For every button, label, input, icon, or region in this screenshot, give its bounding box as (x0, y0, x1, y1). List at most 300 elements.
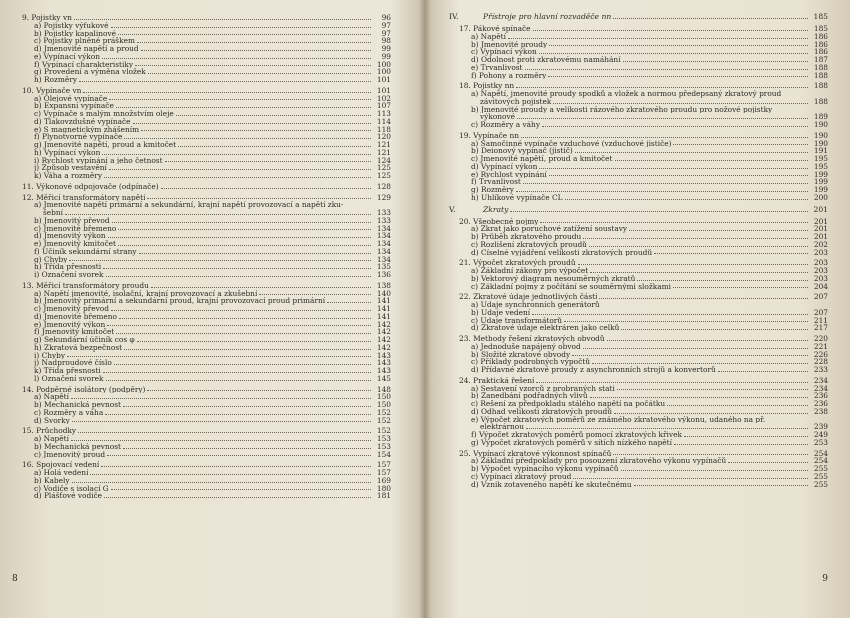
entry-page: 255 (813, 471, 828, 481)
entry-page: 121 (376, 140, 391, 149)
entry-page: 97 (381, 20, 391, 30)
entry-page: 125 (376, 163, 391, 173)
leader-dots (573, 477, 808, 479)
subsection-entry (12, 53, 391, 61)
entry-title: f) Pohony a rozměry (471, 71, 547, 80)
entry-title: g) Chyby (34, 255, 68, 264)
leader-dots (533, 29, 808, 31)
subsection-entry (12, 133, 391, 141)
leader-dots (133, 122, 371, 124)
leader-dots (521, 136, 808, 138)
entry-page: 121 (376, 147, 391, 157)
entry-page: 190 (813, 120, 828, 129)
subsection-entry (12, 149, 391, 157)
subsection-entry (12, 435, 391, 443)
leader-dots (673, 143, 808, 145)
leader-dots (508, 37, 808, 39)
entry-title: k) Váha a rozměry (34, 172, 103, 180)
entry-page: 203 (813, 247, 828, 257)
entry-page: 199 (813, 185, 828, 194)
section-heading (449, 377, 828, 385)
toc-section (12, 14, 391, 84)
entry-page: 100 (376, 59, 391, 69)
entry-title: c) Příklady podrobných výpočtů (471, 358, 590, 366)
leader-dots (539, 52, 808, 54)
entry-title: e) Jmenovitý výkon (34, 320, 106, 329)
entry-page: 143 (376, 366, 391, 375)
leader-dots (65, 213, 371, 215)
entry-title: c) Rozlišení zkratových proudů (471, 240, 587, 249)
entry-title: i) Označení svorek (34, 271, 104, 279)
entry-title: f) Výpočet zkratových poměrů pomocí zkratových křivek (471, 431, 682, 439)
toc-section (12, 282, 391, 383)
subsection-entry (12, 328, 391, 336)
entry-page: 97 (381, 28, 391, 38)
leader-dots (147, 389, 371, 391)
entry-page: 125 (376, 171, 391, 180)
subsection-entry (449, 106, 828, 114)
entry-title: c) Rozměry a váhy (471, 121, 540, 129)
leader-dots (104, 496, 371, 498)
part-page: 201 (813, 204, 828, 214)
entry-title: b) Jmenovité proudy a velikosti rázového zkratového proudu pro nožové pojistky (471, 105, 773, 114)
entry-page: 124 (376, 155, 391, 165)
leader-dots (564, 320, 808, 322)
entry-page: 201 (813, 224, 828, 234)
left-page-number: 8 (12, 574, 18, 584)
leader-dots (516, 190, 808, 192)
subsection-entry (449, 408, 828, 416)
subsection-entry (449, 186, 828, 194)
entry-title: g) Provedení a výměna vložek (34, 68, 146, 76)
leader-dots (151, 286, 371, 288)
entry-title: d) Jmenovité napětí a proud (34, 45, 139, 53)
entry-page: 201 (813, 216, 828, 226)
leader-dots (654, 252, 808, 254)
leader-dots (109, 98, 371, 100)
subsection-entry (12, 232, 391, 240)
leader-dots (525, 68, 808, 70)
entry-title: b) Vektorový diagram nesouměrných zkratů (471, 274, 636, 283)
entry-page: 195 (813, 161, 828, 171)
section-heading (449, 132, 828, 140)
entry-title: a) Napětí jmenovité, isolační, krajní provozovací a zkušební (34, 289, 258, 298)
subsection-entry (449, 155, 828, 163)
leader-dots (119, 317, 371, 319)
entry-title: 20. Všeobecné pojmy (459, 217, 539, 226)
entry-title: c) Vodiče s isolací G (34, 484, 109, 493)
subsection-entry (12, 248, 391, 256)
entry-page: 190 (813, 130, 828, 140)
entry-page: 207 (813, 307, 828, 317)
entry-page: 181 (376, 491, 391, 501)
entry-page: 254 (813, 456, 828, 466)
entry-page: 142 (376, 335, 391, 344)
leader-dots (516, 86, 808, 88)
leader-dots (72, 481, 371, 483)
toc-section (449, 218, 828, 257)
entry-title: a) Napětí (34, 393, 69, 401)
entry-page: 145 (376, 373, 391, 383)
leader-dots (634, 484, 808, 486)
entry-page: 199 (813, 177, 828, 187)
subsection-entry (12, 367, 391, 375)
entry-title: c) Základní pojmy z počítání se souměrnými složkami (471, 282, 671, 291)
subsection-entry (449, 457, 828, 465)
entry-title: b) Průběh zkratového proudu (471, 233, 582, 241)
entry-title: b) Expansní vypínače (34, 102, 114, 110)
subsection-entry (449, 72, 828, 80)
toc-section (449, 377, 828, 447)
entry-page: 153 (376, 441, 391, 451)
entry-page: 133 (376, 208, 391, 217)
leader-dots (526, 427, 808, 429)
entry-title: h) Uhlíkové vypínače CL (471, 193, 563, 202)
entry-title: f) Účiník sekundární strany (34, 247, 137, 256)
toc-section (12, 183, 391, 191)
subsection-entry (449, 465, 828, 473)
leader-dots (106, 379, 371, 381)
entry-page: 152 (376, 415, 391, 425)
leader-dots (728, 461, 808, 463)
entry-title: šební (43, 209, 64, 217)
subsection-entry (12, 45, 391, 53)
leader-dots (78, 431, 371, 433)
toc-section (449, 293, 828, 332)
leader-dots (517, 117, 808, 119)
section-heading (12, 14, 391, 22)
leader-dots (621, 469, 808, 471)
subsection-entry (449, 416, 828, 424)
entry-page: 188 (813, 70, 828, 80)
leader-dots (67, 355, 371, 357)
subsection-entry (12, 30, 391, 38)
section-heading (12, 87, 391, 95)
leader-dots (103, 267, 371, 269)
leader-dots (599, 297, 808, 299)
entry-title: d) Jmenovité břemeno (34, 312, 117, 321)
entry-title: a) Základní zákony pro výpočet (471, 267, 589, 275)
entry-title: e) Rychlost vypínání (471, 170, 547, 179)
leader-dots (549, 44, 808, 46)
subsection-entry (449, 423, 828, 431)
subsection-entry (449, 351, 828, 359)
entry-page: 113 (376, 109, 391, 118)
entry-title: elektrárnou (480, 423, 525, 431)
part-number: IV. (449, 12, 459, 21)
leader-dots (118, 33, 371, 35)
subsection-entry (449, 481, 828, 489)
leader-dots (102, 57, 371, 59)
entry-title: d) Plášťové vodiče (34, 492, 103, 500)
subsection-entry (12, 256, 391, 264)
part-number: V. (449, 204, 456, 214)
entry-page: 138 (376, 280, 391, 290)
entry-page: 201 (813, 232, 828, 241)
entry-page: 141 (376, 296, 391, 306)
entry-page: 249 (813, 430, 828, 439)
entry-title: 23. Methody řešení zkratových obvodů (459, 335, 605, 343)
entry-page: 204 (813, 281, 828, 291)
subsection-entry (12, 313, 391, 321)
leader-dots (69, 259, 371, 261)
leader-dots (106, 275, 371, 277)
subsection-entry (12, 118, 391, 126)
leader-dots (105, 413, 371, 415)
toc-section (12, 427, 391, 458)
subsection-entry (12, 477, 391, 485)
entry-title: b) Pojistky kapalinové (34, 29, 117, 38)
entry-page: 142 (376, 327, 391, 337)
entry-title: d) Přídavné zkratové proudy z asynchronních strojů a konvertorů (471, 366, 716, 374)
entry-title: d) Odhad velikosti zkratových proudů (471, 407, 612, 416)
leader-dots (108, 236, 371, 238)
subsection-entry (449, 48, 828, 56)
right-toc (449, 12, 828, 488)
leader-dots (572, 354, 808, 356)
part-title: Přístroje pro hlavní rozvaděče nn (483, 12, 612, 21)
leader-dots (523, 182, 808, 184)
subsection-entry (449, 147, 828, 155)
subsection-entry (449, 343, 828, 351)
entry-title: a) Napětí (34, 435, 69, 443)
entry-page: 143 (376, 350, 391, 360)
leader-dots (72, 420, 371, 422)
section-heading (449, 218, 828, 226)
entry-title: c) Vypínací výkon (471, 48, 537, 56)
leader-dots (592, 362, 808, 364)
entry-title: b) Kabely (34, 476, 70, 485)
subsection-entry (449, 431, 828, 439)
entry-title: 17. Pákové spínače (459, 25, 531, 33)
entry-page: 134 (376, 246, 391, 256)
subsection-entry (12, 263, 391, 271)
entry-title: c) Údaje transformátorů (471, 316, 563, 325)
leader-dots (147, 197, 371, 199)
leader-dots (90, 473, 371, 475)
subsection-entry (449, 90, 828, 98)
entry-title: 25. Vypínací zkratové výkonnost spínačů (459, 449, 612, 458)
entry-title: a) Samočinné vypínače vzduchové (vzduchové jističe) (471, 139, 672, 148)
section-heading (449, 82, 828, 90)
leader-dots (575, 151, 808, 153)
entry-page: 157 (376, 460, 391, 470)
subsection-entry (12, 37, 391, 45)
entry-title: e) Jmenovitý kmitočet (34, 240, 116, 248)
entry-title: b) Složité zkratové obvody (471, 350, 571, 359)
leader-dots (83, 91, 371, 93)
entry-title: 22. Zkratové údaje jednotlivých částí (459, 293, 598, 301)
entry-page: 187 (813, 55, 828, 64)
entry-title: c) Rozměry a váha (34, 408, 104, 417)
entry-title: a) Napětí (471, 32, 506, 41)
leader-dots (510, 205, 808, 212)
leader-dots (111, 309, 371, 311)
leader-dots (590, 271, 808, 273)
leader-dots (101, 465, 371, 467)
right-page (425, 0, 850, 618)
entry-title: h) Zkratová bezpečnost (34, 343, 123, 352)
entry-page: 136 (376, 270, 391, 279)
entry-page: 133 (376, 215, 391, 225)
entry-page: 134 (376, 254, 391, 264)
leader-dots (327, 301, 371, 303)
subsection-entry (449, 140, 828, 148)
subsection-entry (449, 194, 828, 202)
leader-dots (623, 60, 808, 62)
subsection-entry (449, 301, 828, 309)
entry-page: 134 (376, 239, 391, 248)
entry-title: c) Jmenovitý proud (34, 450, 106, 459)
part-title: Zkraty (483, 204, 509, 214)
subsection-entry (12, 485, 391, 493)
subsection-entry (12, 110, 391, 118)
entry-title: h) Třída přesnosti (34, 263, 102, 271)
subsection-entry (12, 409, 391, 417)
leader-dots (549, 174, 808, 176)
subsection-entry (12, 172, 391, 180)
subsection-entry (449, 267, 828, 275)
subsection-entry (449, 324, 828, 332)
leader-dots (107, 324, 371, 326)
leader-dots (102, 153, 371, 155)
entry-page: 253 (813, 437, 828, 447)
entry-page: 255 (813, 464, 828, 473)
entry-page: 153 (376, 434, 391, 443)
part-heading (449, 205, 828, 214)
entry-title: d) Odolnost proti zkratovému namáhání (471, 56, 621, 64)
leader-dots (176, 114, 371, 116)
entry-page: 101 (376, 75, 391, 84)
entry-title: b) Jmenovité proudy (471, 40, 548, 49)
leader-dots (71, 439, 371, 441)
leader-dots (718, 370, 808, 372)
subsection-entry (449, 33, 828, 41)
section-heading (12, 386, 391, 394)
subsection-entry (12, 290, 391, 298)
leader-dots (615, 159, 808, 161)
leader-dots (259, 293, 371, 295)
entry-page: 186 (813, 47, 828, 57)
subsection-entry (449, 121, 828, 129)
subsection-entry (449, 241, 828, 249)
entry-page: 202 (813, 239, 828, 249)
leader-dots (118, 244, 371, 246)
subsection-entry (449, 473, 828, 481)
subsection-entry (12, 352, 391, 360)
left-toc (12, 14, 391, 500)
entry-page: 211 (813, 315, 828, 325)
section-heading (449, 259, 828, 267)
subsection-entry (12, 157, 391, 165)
entry-page: 217 (813, 323, 828, 333)
entry-title: 9. Pojistky vn (22, 14, 72, 22)
subsection-entry (12, 344, 391, 352)
subsection-entry (449, 317, 828, 325)
leader-dots (614, 412, 808, 414)
entry-page: 157 (376, 468, 391, 477)
entry-title: e) S magnetickým zhášením (34, 125, 140, 134)
subsection-entry (449, 283, 828, 291)
entry-page: 199 (813, 169, 828, 179)
toc-section (449, 259, 828, 290)
section-heading (449, 335, 828, 343)
subsection-entry (449, 56, 828, 64)
entry-page: 185 (813, 24, 828, 33)
subsection-entry (449, 439, 828, 447)
leader-dots (637, 279, 808, 281)
entry-page: 200 (813, 192, 828, 202)
leader-dots (71, 397, 371, 399)
entry-page: 142 (376, 319, 391, 329)
entry-title: j) Nadproudové číslo (34, 359, 112, 367)
subsection-entry (449, 64, 828, 72)
entry-title: c) Jmenovité břemeno (34, 224, 117, 233)
right-page-number: 9 (822, 574, 828, 584)
entry-title: a) Jednoduše napájený obvod (471, 342, 581, 351)
subsection-entry (449, 392, 828, 400)
leader-dots (116, 106, 371, 108)
subsection-entry (449, 366, 828, 374)
subsection-entry (12, 102, 391, 110)
entry-title: i) Rychlost vypínání a jeho četnost (34, 156, 163, 165)
subsection-entry (449, 163, 828, 171)
leader-dots (118, 228, 371, 230)
subsection-entry (449, 275, 828, 283)
leader-dots (621, 328, 808, 330)
leader-dots (629, 229, 808, 231)
entry-page: 203 (813, 273, 828, 283)
leader-dots (673, 286, 808, 288)
subsection-entry (12, 359, 391, 367)
subsection-entry (12, 164, 391, 172)
subsection-entry (12, 451, 391, 459)
leader-dots (124, 348, 371, 350)
entry-page: 134 (376, 223, 391, 233)
toc-section (449, 82, 828, 129)
toc-section (449, 335, 828, 374)
subsection-entry (449, 400, 828, 408)
entry-title: d) Svorky (34, 416, 70, 425)
leader-dots (103, 371, 371, 373)
entry-page: 180 (376, 483, 391, 493)
entry-page: 203 (813, 266, 828, 275)
entry-title: 18. Pojistky nn (459, 82, 515, 90)
entry-title: d) Tlakovzdušné vypínače (34, 117, 131, 126)
entry-title: g) Výpočet zkratových poměrů v sítích nízkého napětí (471, 438, 673, 447)
subsection-entry (12, 209, 391, 217)
entry-page: 99 (381, 44, 391, 53)
subsection-entry (449, 233, 828, 241)
section-heading (449, 293, 828, 301)
entry-page: 255 (813, 479, 828, 489)
leader-dots (165, 160, 371, 162)
entry-title: a) Pojistky výfukové (34, 21, 109, 30)
leader-dots (111, 488, 371, 490)
entry-page: 254 (813, 448, 828, 458)
entry-page: 188 (813, 96, 828, 106)
leader-dots (137, 41, 371, 43)
leader-dots (565, 198, 808, 200)
subsection-entry (12, 305, 391, 313)
leader-dots (123, 447, 371, 449)
leader-dots (124, 137, 371, 139)
subsection-entry (12, 141, 391, 149)
entry-title: 10. Vypínače vn (22, 86, 82, 95)
entry-title: h) Vypínací výkon (34, 148, 101, 157)
leader-dots (674, 443, 808, 445)
entry-page: 190 (813, 138, 828, 148)
